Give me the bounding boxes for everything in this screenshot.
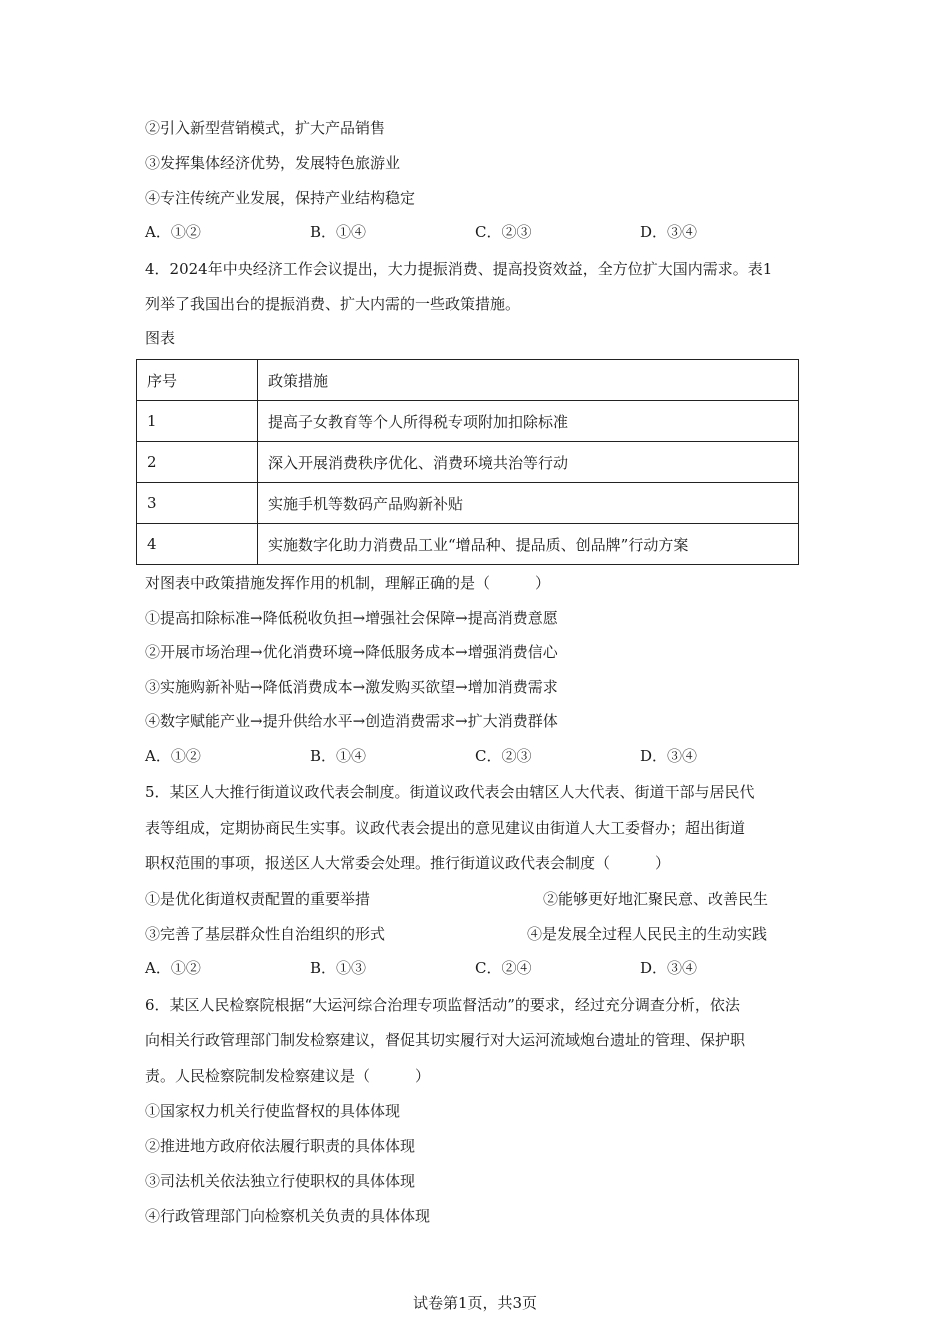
q6-stem-line-3: 责。人民检察院制发检察建议是（ ） bbox=[145, 1067, 431, 1085]
table-cell: 4 bbox=[137, 524, 258, 565]
table-header-cell: 序号 bbox=[137, 360, 258, 401]
table-row bbox=[137, 483, 799, 524]
q6-stem-line-2: 向相关行政管理部门制发检察建议，督促其切实履行对大运河流域炮台遗址的管理、保护职 bbox=[145, 1031, 746, 1049]
table-row bbox=[137, 442, 799, 483]
table-header-cell: 政策措施 bbox=[258, 360, 799, 401]
table-cell: 3 bbox=[137, 483, 258, 524]
table-cell: 深入开展消费秩序优化、消费环境共治等行动 bbox=[258, 442, 799, 483]
q5-option-b: B．①③ bbox=[310, 959, 367, 977]
q3-item-2: ②引入新型营销模式，扩大产品销售 bbox=[145, 119, 386, 137]
table-cell: 提高子女教育等个人所得税专项附加扣除标准 bbox=[258, 401, 799, 442]
q5-option-c: C．②④ bbox=[475, 959, 532, 977]
table-cell: 2 bbox=[137, 442, 258, 483]
q5-stem-line-3: 职权范围的事项，报送区人大常委会处理。推行街道议政代表会制度（ ） bbox=[145, 854, 671, 872]
q5-item-2: ②能够更好地汇聚民意、改善民生 bbox=[543, 890, 769, 908]
table-row bbox=[137, 401, 799, 442]
q4-option-c: C．②③ bbox=[475, 747, 532, 765]
q4-item-2: ②开展市场治理→优化消费环境→降低服务成本→增强消费信心 bbox=[145, 643, 558, 661]
q6-item-2: ②推进地方政府依法履行职责的具体体现 bbox=[145, 1137, 416, 1155]
table-header-row bbox=[137, 360, 799, 401]
q4-item-3: ③实施购新补贴→降低消费成本→激发购买欲望→增加消费需求 bbox=[145, 678, 558, 696]
page-footer: 试卷第1页，共3页 bbox=[412, 1294, 538, 1312]
q4-figure-label: 图表 bbox=[145, 329, 176, 347]
table-row bbox=[137, 524, 799, 565]
q3-option-b: B．①④ bbox=[310, 223, 367, 241]
q4-stem-line-2: 列举了我国出台的提振消费、扩大内需的一些政策措施。 bbox=[145, 295, 521, 313]
policy-table bbox=[136, 359, 799, 565]
q6-item-1: ①国家权力机关行使监督权的具体体现 bbox=[145, 1102, 401, 1120]
q5-option-d: D．③④ bbox=[640, 959, 698, 977]
q5-item-4: ④是发展全过程人民民主的生动实践 bbox=[527, 925, 768, 943]
q4-stem-line-1: 4．2024年中央经济工作会议提出，大力提振消费、提高投资效益，全方位扩大国内需求。表1 bbox=[145, 260, 773, 278]
q3-item-4: ④专注传统产业发展，保持产业结构稳定 bbox=[145, 189, 416, 207]
q3-option-d: D．③④ bbox=[640, 223, 698, 241]
q4-option-b: B．①④ bbox=[310, 747, 367, 765]
q4-question: 对图表中政策措施发挥作用的机制，理解正确的是（ ） bbox=[145, 574, 551, 592]
q5-stem-line-1: 5．某区人大推行街道议政代表会制度。街道议政代表会由辖区人大代表、街道干部与居民代 bbox=[145, 783, 755, 801]
q3-option-c: C．②③ bbox=[475, 223, 532, 241]
table-cell: 1 bbox=[137, 401, 258, 442]
q3-item-3: ③发挥集体经济优势，发展特色旅游业 bbox=[145, 154, 401, 172]
q6-item-3: ③司法机关依法独立行使职权的具体体现 bbox=[145, 1172, 416, 1190]
q5-item-3: ③完善了基层群众性自治组织的形式 bbox=[145, 925, 386, 943]
q4-option-a: A．①② bbox=[145, 747, 201, 765]
q5-stem-line-2: 表等组成，定期协商民生实事。议政代表会提出的意见建议由街道人大工委督办；超出街道 bbox=[145, 819, 746, 837]
q4-item-1: ①提高扣除标准→降低税收负担→增强社会保障→提高消费意愿 bbox=[145, 609, 558, 627]
q3-option-a: A．①② bbox=[145, 223, 201, 241]
q6-stem-line-1: 6．某区人民检察院根据“大运河综合治理专项监督活动”的要求，经过充分调查分析，依法 bbox=[145, 996, 740, 1014]
q6-item-4: ④行政管理部门向检察机关负责的具体体现 bbox=[145, 1207, 431, 1225]
q4-item-4: ④数字赋能产业→提升供给水平→创造消费需求→扩大消费群体 bbox=[145, 712, 558, 730]
table-cell: 实施数字化助力消费品工业“增品种、提品质、创品牌”行动方案 bbox=[258, 524, 799, 565]
q5-option-a: A．①② bbox=[145, 959, 201, 977]
table-cell: 实施手机等数码产品购新补贴 bbox=[258, 483, 799, 524]
q5-item-1: ①是优化街道权责配置的重要举措 bbox=[145, 890, 371, 908]
q4-option-d: D．③④ bbox=[640, 747, 698, 765]
